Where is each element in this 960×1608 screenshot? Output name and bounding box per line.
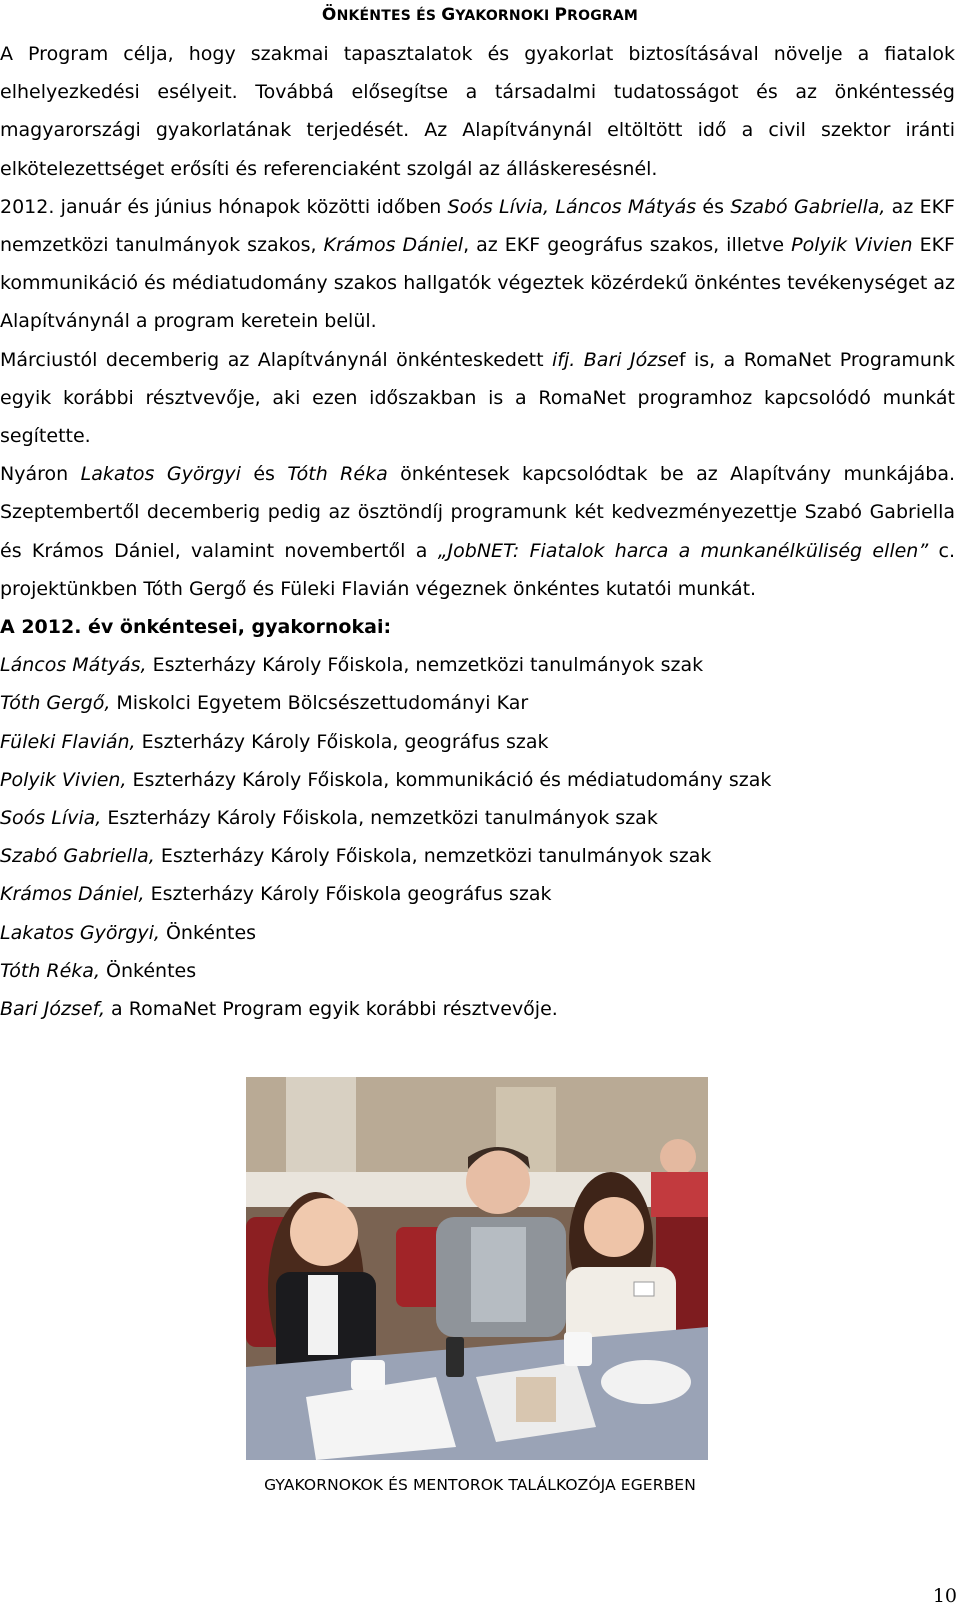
person-affiliation: Eszterházy Károly Főiskola, kommunikáció és médiatudomány szak xyxy=(126,768,772,791)
person-name: Füleki Flavián, xyxy=(0,730,136,753)
title-initial-3: P xyxy=(554,5,568,25)
photo-illustration xyxy=(246,1077,708,1460)
list-item xyxy=(0,837,955,875)
text-run: c. projektünkben Tóth Gergő és Füleki Flavián végeznek önkéntes kutatói munkát. xyxy=(0,539,955,600)
title-part-2: YAKORNOKI xyxy=(455,8,555,24)
text-run: Márciustól decemberig az Alapítványnál önkénteskedett xyxy=(0,348,553,371)
person-name: Tóth Réka xyxy=(287,463,388,486)
list-item xyxy=(0,875,955,913)
title-initial-1: Ö xyxy=(321,5,337,25)
paragraph-bari-jozsef xyxy=(0,341,955,456)
list-heading: A 2012. év önkéntesei, gyakornokai: xyxy=(0,616,392,639)
title-part-1: NKÉNTES ÉS xyxy=(336,8,442,24)
person-name: Polyik Vivien, xyxy=(0,768,127,791)
list-item xyxy=(0,952,955,990)
paragraph-spring-volunteers xyxy=(0,188,955,341)
person-affiliation: a RomaNet Program egyik korábbi résztvevője. xyxy=(105,998,558,1021)
list-item xyxy=(0,990,955,1028)
person-affiliation: Önkéntes xyxy=(100,959,197,982)
list-item xyxy=(0,761,955,799)
person-affiliation: Eszterházy Károly Főiskola, nemzetközi tanulmányok szak xyxy=(154,845,712,868)
title-initial-2: G xyxy=(441,5,456,25)
list-item xyxy=(0,646,955,684)
person-name: Soós Lívia, xyxy=(0,807,102,830)
person-affiliation: Eszterházy Károly Főiskola, nemzetközi tanulmányok szak xyxy=(101,807,658,830)
person-name: Polyik Vivien xyxy=(791,234,913,257)
person-affiliation: Miskolci Egyetem Bölcsészettudományi Kar xyxy=(110,692,529,715)
paragraph-summer-volunteers xyxy=(0,455,955,608)
person-name: Tóth Gergő, xyxy=(0,692,111,715)
list-item xyxy=(0,723,955,761)
person-affiliation: Önkéntes xyxy=(159,921,257,944)
person-name: Szabó Gabriella, xyxy=(730,195,886,218)
paragraph-program-goal: A Program célja, hogy szakmai tapasztalatok és gyakorlat biztosításával növelje a fiatalok elhelyezkedési esélyeit. Továbbá elősegítse a társadalmi tudatosságot és az önkéntesség magyarországi gyakorlatának terjedését. Az Alapítványnál eltöltött idő a civil szektor iránti elkötelezettséget erősíti és referenciaként szolgál az álláskeresésnél. xyxy=(0,43,955,180)
person-name: Szabó Gabriella, xyxy=(0,845,155,868)
text-run: , az EKF geográfus szakos, illetve xyxy=(463,234,792,257)
person-name: Soós Lívia, Láncos Mátyás xyxy=(447,195,697,218)
text-run: f is, a RomaNet Programunk egyik korábbi résztvevője, aki ezen időszakban is a RomaNet programhoz kapcsolódó munkát segítette. xyxy=(0,348,955,448)
project-title: „JobNET: Fiatalok harca a munkanélküliség ellen” xyxy=(437,539,929,562)
person-affiliation: Eszterházy Károly Főiskola geográfus szak xyxy=(144,883,552,906)
text-run: önkéntesek kapcsolódtak be az Alapítvány munkájába. Szeptembertől decemberig pedig az ösztöndíj programunk két kedvezményezettje Szabó Gabriella és Krámos Dániel, valamint novembertől a xyxy=(0,463,956,562)
title-part-3: ROGRAM xyxy=(567,8,639,24)
photo-caption: GYAKORNOKOK ÉS MENTOROK TALÁLKOZÓJA EGERBEN xyxy=(264,1476,696,1494)
person-name: Bari József, xyxy=(0,998,105,1021)
text-run: 2012. január és június hónapok közötti időben xyxy=(0,195,448,218)
person-name: Láncos Mátyás, xyxy=(0,654,147,677)
person-affiliation: Eszterházy Károly Főiskola, nemzetközi tanulmányok szak xyxy=(146,654,704,677)
text-run: az EKF nemzetközi tanulmányok szakos, xyxy=(0,195,955,257)
person-affiliation: Eszterházy Károly Főiskola, geográfus szak xyxy=(135,730,549,753)
page-number: 10 xyxy=(932,1585,957,1607)
page-title xyxy=(0,5,960,25)
list-item xyxy=(0,799,955,837)
list-item xyxy=(0,914,955,952)
person-name: ifj. Bari Józse xyxy=(552,348,679,371)
volunteer-list xyxy=(0,646,955,1028)
list-item xyxy=(0,684,955,722)
text-run: és xyxy=(240,463,288,486)
person-name: Tóth Réka, xyxy=(0,959,100,982)
text-run: és xyxy=(696,195,731,218)
document-body xyxy=(0,35,955,1028)
group-photo-meeting-icon xyxy=(246,1077,708,1460)
person-name: Krámos Dániel xyxy=(323,234,464,257)
person-name: Lakatos Györgyi xyxy=(80,463,241,486)
text-run: EKF kommunikáció és médiatudomány szakos hallgatók végeztek közérdekű önkéntes tevékenységet az Alapítványnál a program keretein belül. xyxy=(0,234,955,333)
person-name: Krámos Dániel, xyxy=(0,883,145,906)
person-name: Lakatos Györgyi, xyxy=(0,921,160,944)
text-run: Nyáron xyxy=(0,463,81,486)
